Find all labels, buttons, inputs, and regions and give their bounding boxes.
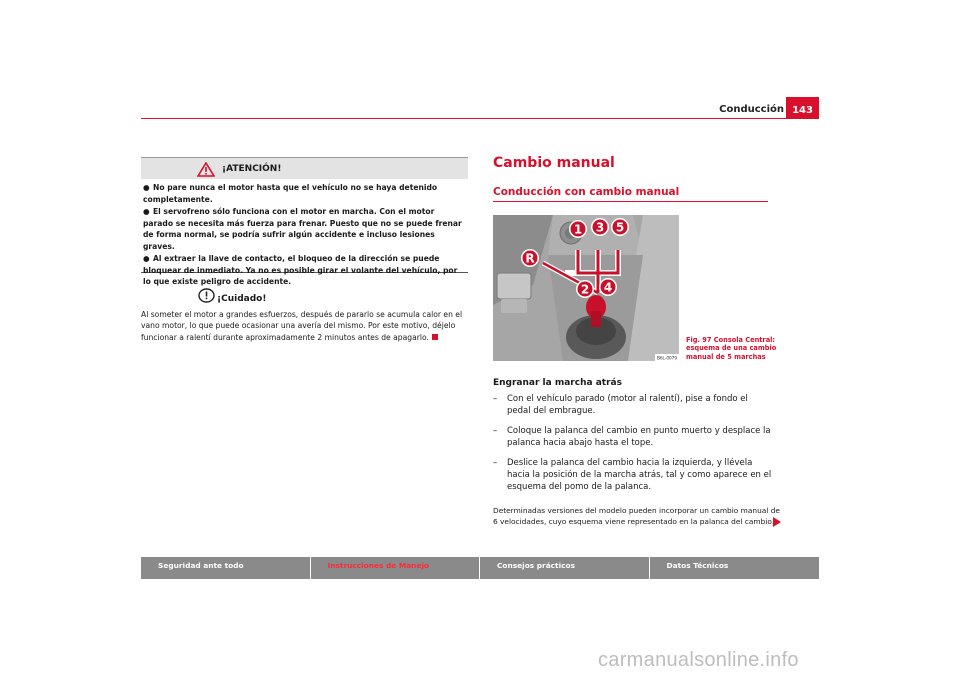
- footer-tab-datos[interactable]: Datos Técnicos: [650, 557, 820, 579]
- gearshift-illustration: [493, 215, 679, 361]
- svg-text:R: R: [525, 251, 535, 266]
- svg-text:4: 4: [603, 280, 613, 295]
- subsection-heading: Conducción con cambio manual: [493, 186, 680, 198]
- footer-nav: [141, 557, 819, 579]
- warning-body: [141, 179, 468, 288]
- subsection-rule: [493, 201, 768, 202]
- warning-triangle-icon: [197, 162, 215, 177]
- section-heading: Cambio manual: [493, 155, 615, 171]
- svg-text:1: 1: [573, 222, 583, 237]
- gear-label-5: [611, 218, 629, 236]
- caution-header: [141, 288, 468, 308]
- list-item: – Coloque la palanca del cambio en punto muerto y desplace la palanca hacia abajo hasta el tope.: [493, 426, 771, 448]
- warning-item: ● El servofreno sólo funciona con el motor en marcha. Con el motor parado se necesita más fuerza para frenar. Puesto que no se puede frenar de forma normal, se podría sufrir algún accidente e incluso lesiones graves.: [143, 207, 462, 251]
- footer-tab-instrucciones[interactable]: Instrucciones de Manejo: [311, 557, 481, 579]
- footer-tab-consejos[interactable]: Consejos prácticos: [480, 557, 650, 579]
- gear-label-2: [576, 280, 594, 298]
- header-rule: [141, 118, 819, 119]
- page-number-badge: 143: [786, 97, 819, 119]
- caution-title: ¡Cuidado!: [217, 294, 267, 304]
- list-item: – Deslice la palanca del cambio hacia la izquierda, y llévela hacia la posición de la marcha atrás, tal y como aparece en el esquema del pomo de la palanca.: [493, 458, 772, 492]
- running-header-title: Conducción: [719, 104, 784, 115]
- note-text: Determinadas versiones del modelo pueden incorporar un cambio manual de 6 velocidades, cuyo esquema viene representado en la palanca del cambio.: [493, 506, 780, 526]
- gear-label-R: [521, 249, 539, 267]
- bullet-icon: ●: [143, 254, 150, 263]
- figure-code: B6L-0079: [657, 355, 677, 361]
- warning-item: ● Al extraer la llave de contacto, el bloqueo de la dirección se puede bloquear de inmediato. Ya no es posible girar el volante del vehículo, por lo que existe peligro de accidente.: [143, 254, 458, 286]
- bullet-icon: ●: [143, 183, 150, 192]
- gear-label-3: [591, 218, 609, 236]
- gearshift-figure: [493, 215, 679, 361]
- warning-title: ¡ATENCIÓN!: [222, 164, 282, 174]
- watermark-text: carmanualsonline.info: [598, 649, 799, 671]
- gear-label-1: [569, 220, 587, 238]
- end-of-section-icon: [432, 334, 438, 340]
- warning-item: ● No pare nunca el motor hasta que el vehículo no se haya detenido completamente.: [143, 183, 438, 204]
- svg-text:5: 5: [615, 220, 625, 235]
- gear-label-4: [599, 278, 617, 296]
- caution-section: [141, 288, 468, 343]
- procedure-steps: [493, 394, 773, 502]
- svg-text:2: 2: [580, 282, 590, 297]
- procedure-title: Engranar la marcha atrás: [493, 378, 622, 388]
- figure-caption: Fig. 97 Consola Central: esquema de una cambio manual de 5 marchas: [686, 336, 777, 361]
- warning-box: [141, 157, 468, 286]
- caution-text: Al someter el motor a grandes esfuerzos, después de pararlo se acumula calor en el vano motor, lo que puede ocasionar una avería del mismo. Por este motivo, déjelo funcionar a ralentí durante aproximadamente 2 minutos antes de apagarlo.: [141, 310, 463, 342]
- warning-header: [141, 157, 468, 179]
- bullet-icon: ●: [143, 207, 150, 216]
- continue-arrow-icon: [773, 517, 781, 527]
- svg-text:3: 3: [595, 220, 605, 235]
- caution-exclamation-icon: [198, 288, 215, 303]
- footer-tab-seguridad[interactable]: Seguridad ante todo: [141, 557, 311, 579]
- list-item: – Con el vehículo parado (motor al ralentí), pise a fondo el pedal del embrague.: [493, 394, 748, 416]
